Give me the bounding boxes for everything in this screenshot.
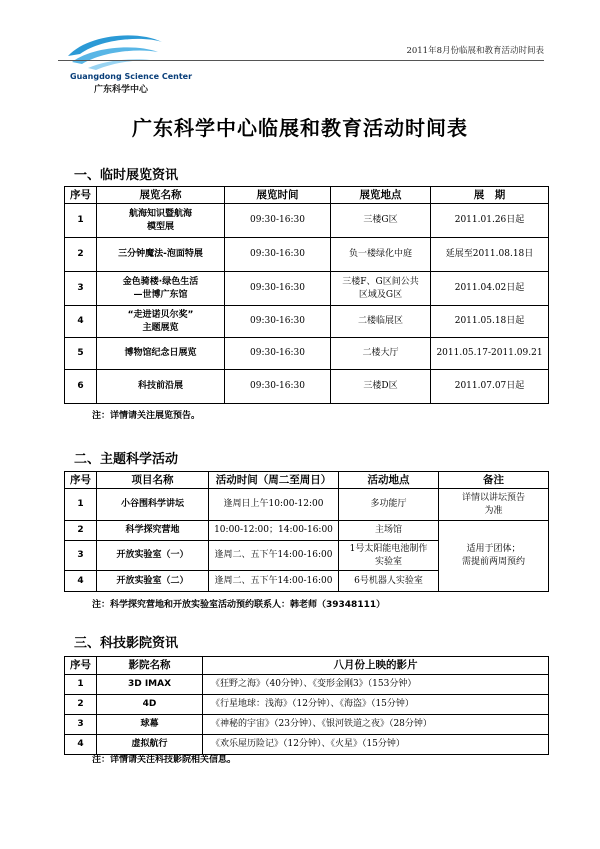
col-header: 影院名称 — [97, 657, 203, 675]
activity-name: 开放实验室（二） — [97, 571, 209, 592]
col-header: 序号 — [65, 472, 97, 489]
table-row — [65, 272, 549, 306]
running-header: 2011年8月份临展和教育活动时间表 — [406, 46, 544, 56]
exhibition-time: 09:30-16:30 — [225, 306, 331, 338]
col-header: 序号 — [65, 657, 97, 675]
section2-note: 注：科学探究营地和开放实验室活动预约联系人：韩老师（39348111） — [92, 600, 386, 610]
col-header: 活动地点 — [339, 472, 439, 489]
logo — [58, 30, 193, 95]
exhibition-period: 2011.05.18日起 — [431, 306, 549, 338]
table-row — [65, 238, 549, 272]
header-divider — [58, 60, 544, 61]
table-row — [65, 489, 549, 521]
exhibition-name: 航海知识暨航海 模型展 — [97, 204, 225, 238]
col-header: 项目名称 — [97, 472, 209, 489]
activity-time: 10:00-12:00；14:00-16:00 — [209, 521, 339, 541]
row-number: 2 — [65, 521, 97, 541]
cinema-films: 《狂野之海》（40分钟）、《变形金刚3》（153分钟） — [203, 675, 549, 695]
row-number: 1 — [65, 675, 97, 695]
exhibition-place: 负一楼绿化中庭 — [331, 238, 431, 272]
table-row — [65, 370, 549, 404]
activity-name: 科学探究营地 — [97, 521, 209, 541]
cinema-films: 《行星地球：浅海》（12分钟）、《海盗》（15分钟） — [203, 695, 549, 715]
col-header: 八月份上映的影片 — [203, 657, 549, 675]
exhibition-time: 09:30-16:30 — [225, 204, 331, 238]
row-number: 3 — [65, 541, 97, 571]
exhibition-period: 2011.05.17-2011.09.21 — [431, 338, 549, 370]
exhibition-name: 金色骑楼·绿色生活 —世博广东馆 — [97, 272, 225, 306]
section3-heading: 三、科技影院资讯 — [74, 636, 179, 651]
exhibition-place: 二楼大厅 — [331, 338, 431, 370]
page-title: 广东科学中心临展和教育活动时间表 — [132, 116, 468, 140]
activity-place: 主场馆 — [339, 521, 439, 541]
exhibition-name: “走进诺贝尔奖” 主题展览 — [97, 306, 225, 338]
shared-remark: 适用于团体； 需提前两周预约 — [439, 521, 549, 592]
table-row — [65, 715, 549, 735]
col-header: 展览名称 — [97, 187, 225, 204]
exhibition-name: 科技前沿展 — [97, 370, 225, 404]
cinema-films: 《神秘的宇宙》（23分钟）、《银河铁道之夜》（28分钟） — [203, 715, 549, 735]
exhibition-time: 09:30-16:30 — [225, 272, 331, 306]
table-row — [65, 675, 549, 695]
activity-table — [64, 471, 549, 592]
cinema-table — [64, 656, 549, 755]
exhibition-place: 三楼F、G区间公共 区域及G区 — [331, 272, 431, 306]
row-number: 4 — [65, 306, 97, 338]
table-row — [65, 338, 549, 370]
cinema-films: 《欢乐屋历险记》（12分钟）、《火星》（15分钟） — [203, 735, 549, 755]
row-number: 1 — [65, 489, 97, 521]
row-number: 3 — [65, 715, 97, 735]
row-number: 5 — [65, 338, 97, 370]
table-header-row — [65, 187, 549, 204]
exhibition-period: 2011.07.07日起 — [431, 370, 549, 404]
table-header-row — [65, 472, 549, 489]
activity-time: 逢周日上午10:00-12:00 — [209, 489, 339, 521]
exhibition-time: 09:30-16:30 — [225, 238, 331, 272]
col-header: 序号 — [65, 187, 97, 204]
activity-name: 小谷围科学讲坛 — [97, 489, 209, 521]
activity-remark: 详情以讲坛预告 为准 — [439, 489, 549, 521]
activity-time: 逢周二、五下午14:00-16:00 — [209, 571, 339, 592]
row-number: 1 — [65, 204, 97, 238]
activity-name: 开放实验室（一） — [97, 541, 209, 571]
activity-place: 1号太阳能电池制作 实验室 — [339, 541, 439, 571]
science-center-logo-icon — [58, 30, 168, 74]
activity-time: 逢周二、五下午14:00-16:00 — [209, 541, 339, 571]
table-row — [65, 204, 549, 238]
col-header: 展览地点 — [331, 187, 431, 204]
col-header: 展览时间 — [225, 187, 331, 204]
logo-chinese: 广东科学中心 — [94, 85, 149, 95]
activity-place: 多功能厅 — [339, 489, 439, 521]
cinema-name: 虚拟航行 — [97, 735, 203, 755]
col-header: 活动时间（周二至周日） — [209, 472, 339, 489]
col-header: 展 期 — [431, 187, 549, 204]
row-number: 2 — [65, 695, 97, 715]
section1-note: 注：详情请关注展览预告。 — [92, 411, 201, 421]
exhibition-place: 三楼G区 — [331, 204, 431, 238]
activity-place: 6号机器人实验室 — [339, 571, 439, 592]
col-header: 备注 — [439, 472, 549, 489]
exhibition-place: 三楼D区 — [331, 370, 431, 404]
cinema-name: 球幕 — [97, 715, 203, 735]
row-number: 2 — [65, 238, 97, 272]
exhibition-time: 09:30-16:30 — [225, 370, 331, 404]
exhibition-time: 09:30-16:30 — [225, 338, 331, 370]
exhibition-place: 二楼临展区 — [331, 306, 431, 338]
table-row — [65, 695, 549, 715]
exhibition-name: 博物馆纪念日展览 — [97, 338, 225, 370]
row-number: 6 — [65, 370, 97, 404]
exhibition-table — [64, 186, 549, 404]
table-row — [65, 306, 549, 338]
cinema-name: 4D — [97, 695, 203, 715]
exhibition-period: 延展至2011.08.18日 — [431, 238, 549, 272]
exhibition-period: 2011.01.26日起 — [431, 204, 549, 238]
table-header-row — [65, 657, 549, 675]
section1-heading: 一、临时展览资讯 — [74, 168, 179, 183]
table-row — [65, 521, 549, 541]
cinema-name: 3D IMAX — [97, 675, 203, 695]
section3-note: 注：详情请关注科技影院相关信息。 — [92, 755, 237, 765]
row-number: 4 — [65, 571, 97, 592]
exhibition-name: 三分钟魔法-泡面特展 — [97, 238, 225, 272]
logo-english: Guangdong Science Center — [70, 72, 193, 81]
section2-heading: 二、主题科学活动 — [74, 452, 179, 467]
row-number: 3 — [65, 272, 97, 306]
row-number: 4 — [65, 735, 97, 755]
exhibition-period: 2011.04.02日起 — [431, 272, 549, 306]
